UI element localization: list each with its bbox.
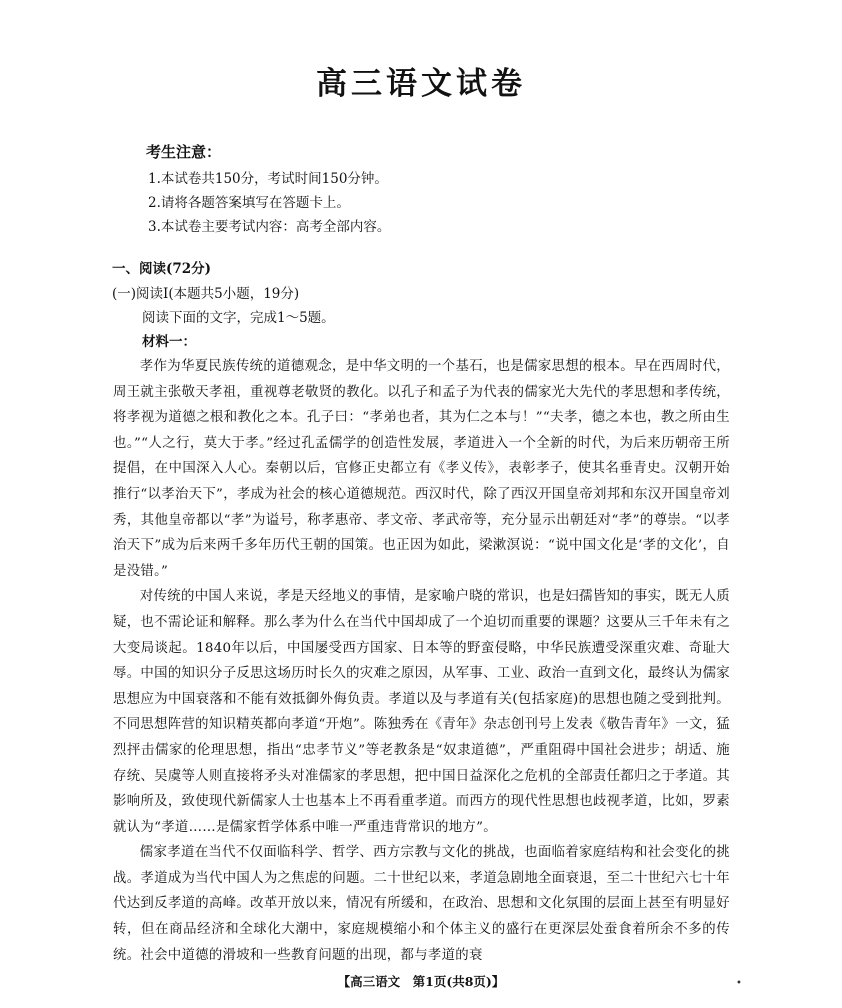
subsection-heading: (一)阅读Ⅰ(本题共5小题，19分) (112, 286, 300, 302)
paragraph: 对传统的中国人来说，孝是天经地义的事情，是家喻户晓的常识，也是妇孺皆知的事实，既无人质疑，也不需论证和解释。那么孝为什么在当代中国却成了一个迫切而重要的课题？这要从三千年未有之大变局谈起。1840年以后，中国屡受西方国家、日本等的野蛮侵略，中华民族遭受深重灾难、奇耻大辱。中国的知识分子反思这场历时长久的灾难之原因，从军事、工业、政治一直到文化，最终认为儒家思想应为中国衰落和不能有效抵御外侮负责。孝道以及与孝道有关(包括家庭)的思想也随之受到批判。不同思想阵营的知识精英都向孝道“开炮”。陈独秀在《青年》杂志创刊号上发表《敬告青年》一文，猛烈抨击儒家的伦理思想，指出“忠孝节义”等老教条是“奴隶道德”，严重阻碍中国社会进步；胡适、施存统、吴虞等人则直接将矛头对准儒家的孝思想，把中国日益深化之危机的全部责任都归之于孝道。其影响所及，致使现代新儒家人士也基本上不再看重孝道。而西方的现代性思想也歧视孝道，比如，罗素就认为“孝道……是儒家哲学体系中唯一严重违背常识的地方”。 (113, 589, 730, 835)
section-heading: 一、阅读(72分) (112, 261, 212, 277)
exam-title: 高三语文试卷 (316, 66, 526, 102)
reading-instruction: 阅读下面的文字，完成1～5题。 (142, 310, 335, 326)
notice-heading: 考生注意： (146, 143, 222, 161)
paragraph: 儒家孝道在当代不仅面临科学、哲学、西方宗教与文化的挑战，也面临着家庭结构和社会变化的挑战。孝道成为当代中国人为之焦虑的问题。二十世纪以来，孝道急剧地全面衰退，至二十世纪六七十年代达到反孝道的高峰。改革开放以来，情况有所缓和，在政治、思想和文化氛围的层面上甚至有明显好转，但在商品经济和全球化大潮中，家庭规模缩小和个体主义的盛行在更深层处蚕食着所余不多的传统。社会中道德的滑坡和一些教育问题的出现，都与孝道的衰 (113, 845, 730, 963)
candidate-notice (146, 141, 726, 239)
page-footer: 【高三语文 第1页(共8页)】 (337, 974, 505, 989)
notice-item: 2.请将各题答案填写在答题卡上。 (148, 195, 350, 211)
material-body (113, 354, 730, 968)
notice-item: 3.本试卷主要考试内容：高考全部内容。 (148, 219, 391, 235)
footer-mark: • (736, 978, 742, 989)
material-label: 材料一： (142, 334, 196, 350)
notice-list (146, 167, 726, 239)
notice-item: 1.本试卷共150分，考试时间150分钟。 (148, 171, 388, 187)
paragraph: 孝作为华夏民族传统的道德观念，是中华文明的一个基石，也是儒家思想的根本。早在西周时代，周王就主张敬天孝祖，重视尊老敬贤的教化。以孔子和孟子为代表的儒家光大先代的孝思想和孝传统，将孝视为道德之根和教化之本。孔子曰：“孝弟也者，其为仁之本与！”“夫孝，德之本也，教之所由生也。”“人之行，莫大于孝。”经过孔孟儒学的创造性发展，孝道进入一个全新的时代，为后来历朝帝王所提倡，在中国深入人心。秦朝以后，官修正史都立有《孝义传》，表彰孝子，使其名垂青史。汉朝开始推行“以孝治天下”，孝成为社会的核心道德规范。西汉时代，除了西汉开国皇帝刘邦和东汉开国皇帝刘秀，其他皇帝都以“孝”为谥号，称孝惠帝、孝文帝、孝武帝等，充分显示出朝廷对“孝”的尊崇。“以孝治天下”成为后来两千多年历代王朝的国策。也正因为如此，梁漱溟说：“说中国文化是‘孝的文化’，自是没错。” (113, 359, 730, 579)
